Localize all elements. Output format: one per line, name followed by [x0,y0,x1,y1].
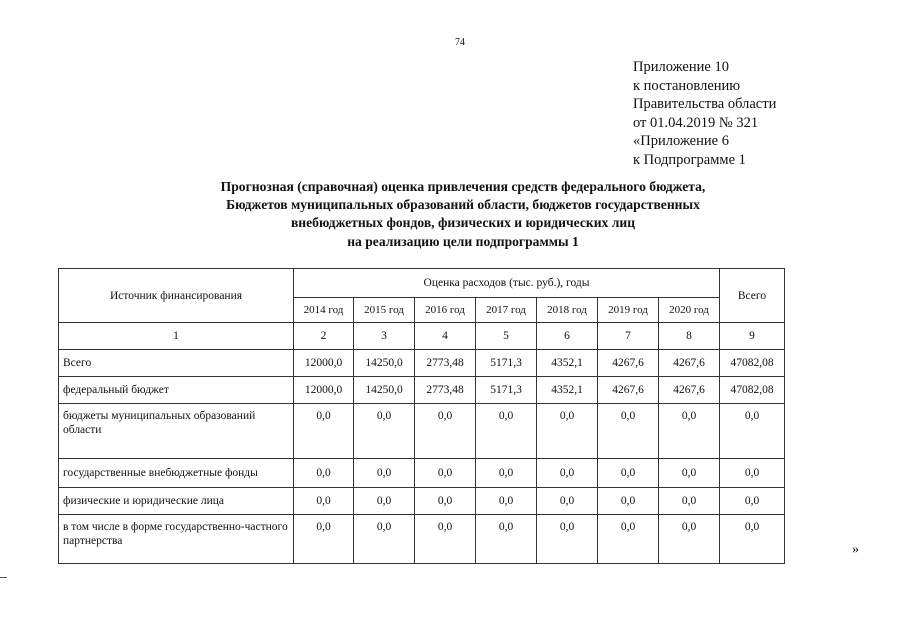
appendix-reference [633,58,776,170]
row-value: 0,0 [294,459,354,488]
row-value: 0,0 [598,404,659,459]
row-label: физические и юридические лица [59,488,294,515]
row-label: государственные внебюджетные фонды [59,459,294,488]
table-row [59,459,785,488]
row-value: 5171,3 [476,377,537,404]
appendix-line: «Приложение 6 [633,133,729,150]
column-number: 5 [476,323,537,350]
row-total: 0,0 [720,404,785,459]
appendix-line: Правительства области [633,96,777,113]
row-label: федеральный бюджет [59,377,294,404]
row-value: 0,0 [659,515,720,564]
row-value: 0,0 [415,515,476,564]
row-value: 0,0 [294,488,354,515]
header-year: 2020 год [659,298,720,323]
scan-margin-mark [0,577,7,578]
column-number: 2 [294,323,354,350]
title-line: Прогнозная (справочная) оценка привлечения средств федерального бюджета, [220,179,706,194]
title-line: внебюджетных фондов, физических и юридических лиц [290,215,636,231]
header-year: 2019 год [598,298,659,323]
column-number: 7 [598,323,659,350]
row-value: 0,0 [659,488,720,515]
header-total: Всего [720,269,785,323]
row-value: 0,0 [415,488,476,515]
row-value: 0,0 [415,459,476,488]
row-value: 0,0 [354,488,415,515]
row-value: 12000,0 [294,350,354,377]
title-line: Бюджетов муниципальных образований области, бюджетов государственных [226,197,700,213]
row-total: 47082,08 [720,377,785,404]
row-total: 47082,08 [720,350,785,377]
row-value: 0,0 [476,404,537,459]
row-label: бюджеты муниципальных образований области [59,404,294,459]
column-numbers-row [59,323,785,350]
financing-table [58,268,785,564]
table-row [59,404,785,459]
page-number: 74 [455,37,465,48]
row-value: 0,0 [354,515,415,564]
appendix-line: к постановлению [633,77,741,94]
row-value: 0,0 [537,488,598,515]
row-value: 0,0 [476,515,537,564]
column-number: 1 [59,323,294,350]
row-label: Всего [59,350,294,377]
row-value: 0,0 [598,515,659,564]
column-number: 3 [354,323,415,350]
row-total: 0,0 [720,459,785,488]
column-number: 4 [415,323,476,350]
row-value: 4352,1 [537,377,598,404]
row-value: 4267,6 [598,377,659,404]
column-number: 8 [659,323,720,350]
document-title [150,178,776,251]
table-row [59,488,785,515]
row-value: 0,0 [659,459,720,488]
row-value: 0,0 [476,488,537,515]
title-line: на реализацию цели подпрограммы 1 [347,233,579,249]
row-value: 2773,48 [415,377,476,404]
column-number: 9 [720,323,785,350]
header-year: 2015 год [354,298,415,323]
row-value: 0,0 [537,459,598,488]
row-value: 0,0 [415,404,476,459]
header-year: 2017 год [476,298,537,323]
row-value: 0,0 [537,515,598,564]
row-value: 0,0 [598,459,659,488]
header-year: 2014 год [294,298,354,323]
header-estimate: Оценка расходов (тыс. руб.), годы [294,269,720,298]
table-row [59,515,785,564]
row-value: 4267,6 [598,350,659,377]
row-value: 0,0 [659,404,720,459]
row-value: 0,0 [294,515,354,564]
row-value: 12000,0 [294,377,354,404]
row-value: 4267,6 [659,377,720,404]
row-value: 0,0 [476,459,537,488]
row-value: 14250,0 [354,350,415,377]
row-total: 0,0 [720,515,785,564]
closing-quote: » [852,542,859,557]
row-value: 2773,48 [415,350,476,377]
row-value: 0,0 [354,404,415,459]
row-value: 4267,6 [659,350,720,377]
table-row [59,350,785,377]
row-value: 0,0 [354,459,415,488]
row-value: 5171,3 [476,350,537,377]
appendix-line: от 01.04.2019 № 321 [633,114,759,131]
header-year: 2016 год [415,298,476,323]
header-year: 2018 год [537,298,598,323]
appendix-line: Приложение 10 [633,59,729,75]
table-row [59,377,785,404]
row-value: 0,0 [537,404,598,459]
appendix-line: к Подпрограмме 1 [633,151,746,168]
row-value: 0,0 [294,404,354,459]
row-value: 4352,1 [537,350,598,377]
row-value: 14250,0 [354,377,415,404]
row-total: 0,0 [720,488,785,515]
row-value: 0,0 [598,488,659,515]
row-label: в том числе в форме государственно-частного партнерства [59,515,294,564]
header-source: Источник финансирования [59,269,294,323]
column-number: 6 [537,323,598,350]
